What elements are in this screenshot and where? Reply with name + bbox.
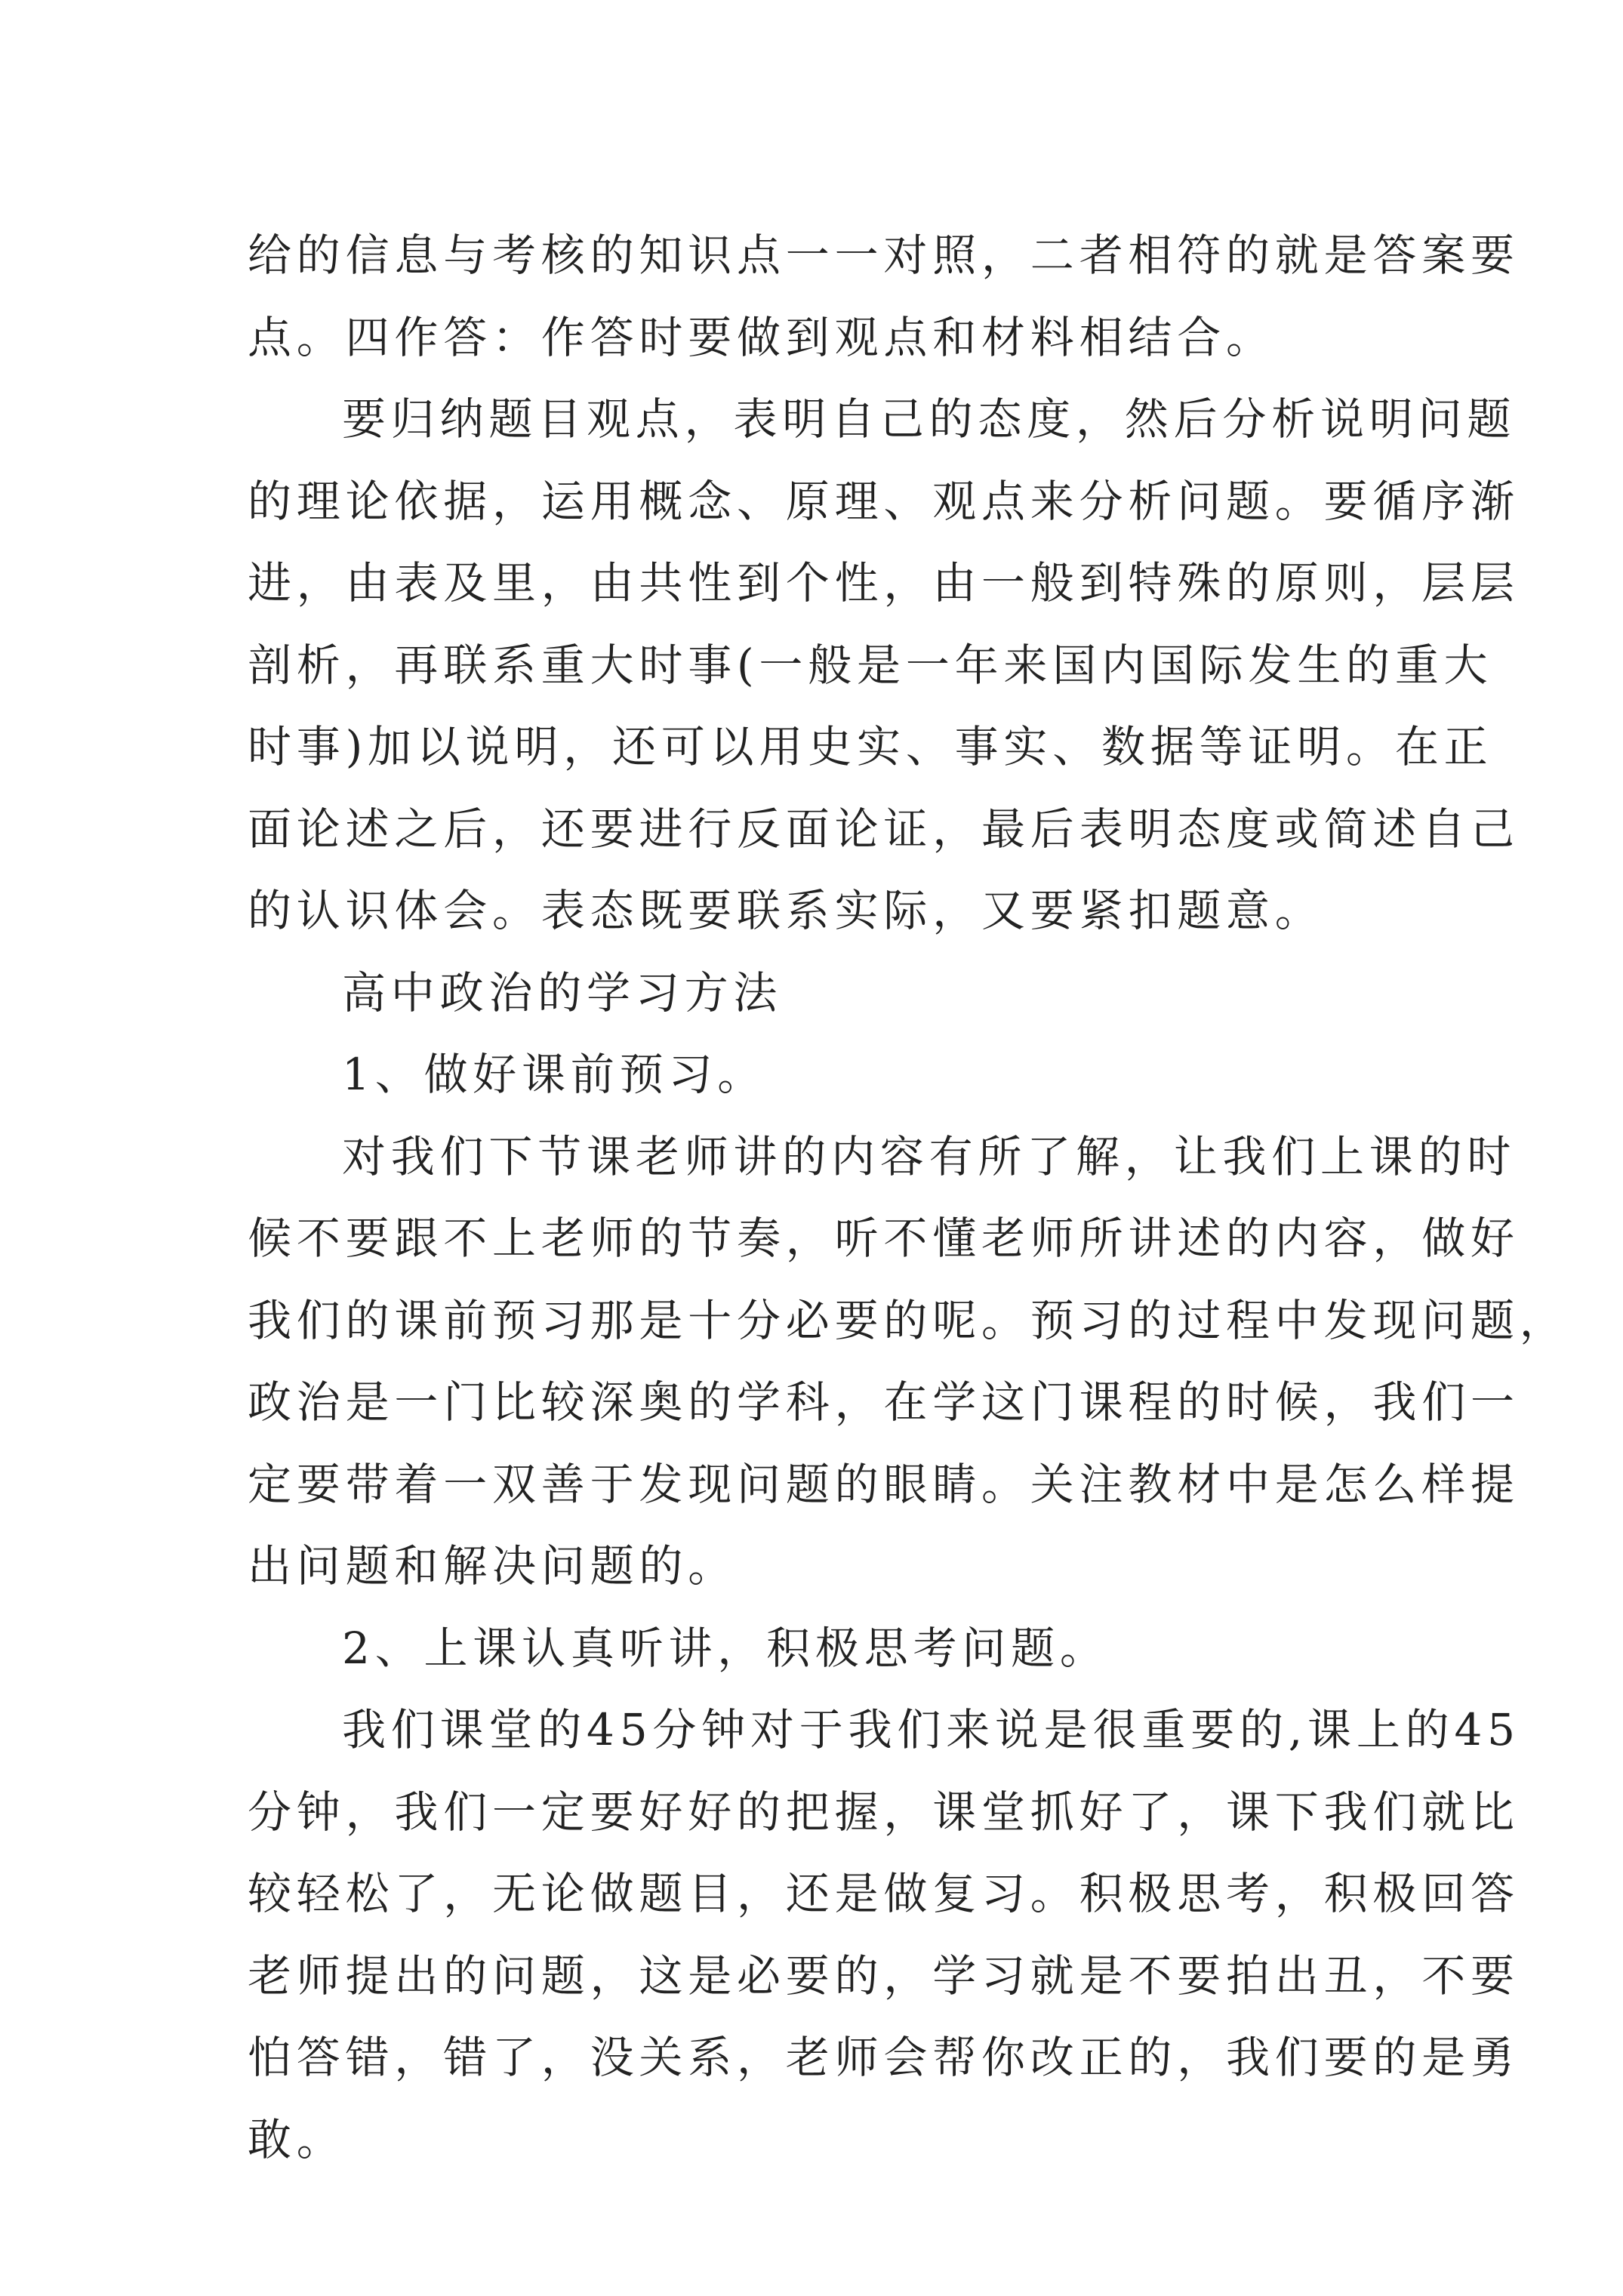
text-line: 我们的课前预习那是十分必要的呢。预习的过程中发现问题， [248, 1294, 1569, 1346]
paragraph-2 [248, 378, 1520, 952]
document-body [248, 214, 1569, 2180]
text-line: 点。四作答：作答时要做到观点和材料相结合。 [248, 311, 1275, 363]
text-line: 怕答错，错了，没关系，老师会帮你改正的，我们要的是勇 [248, 2032, 1520, 2083]
text-line: 面论述之后，还要进行反面论证，最后表明态度或简述自己 [248, 803, 1520, 855]
item-2-title [248, 1607, 1389, 1690]
text-line: 对我们下节课老师讲的内容有所了解，让我们上课的时 [342, 1130, 1517, 1182]
text-line: 的理论依据，运用概念、原理、观点来分析问题。要循序渐 [248, 475, 1520, 527]
section-heading [248, 952, 1389, 1034]
text-line: 的认识体会。表态既要联系实际，又要紧扣题意。 [248, 885, 1324, 936]
text-line: 要归纳题目观点，表明自己的态度，然后分析说明问题 [342, 393, 1517, 445]
text-line: 我们课堂的45分钟对于我们来说是很重要的,课上的45 [342, 1704, 1520, 1755]
paragraph-5 [248, 1116, 1569, 1607]
text-line: 敢。 [248, 2113, 346, 2165]
text-line: 分钟，我们一定要好好的把握，课堂抓好了，课下我们就比 [248, 1786, 1520, 1838]
text-line: 时事)加以说明，还可以用史实、事实、数据等证明。在正 [248, 721, 1493, 772]
text-line: 出问题和解决问题的。 [248, 1540, 738, 1592]
text-line: 1、做好课前预习。 [342, 1049, 767, 1100]
text-line: 给的信息与考核的知识点一一对照，二者相符的就是答案要 [248, 230, 1520, 281]
text-line: 剖析，再联系重大时事(一般是一年来国内国际发生的重大 [248, 639, 1493, 691]
text-line: 进，由表及里，由共性到个性，由一般到特殊的原则，层层 [248, 557, 1520, 609]
paragraph-7 [248, 1689, 1520, 2180]
paragraph-1 [248, 214, 1520, 378]
text-line: 较轻松了，无论做题目，还是做复习。积极思考，积极回答 [248, 1868, 1520, 1919]
text-line: 高中政治的学习方法 [342, 966, 783, 1019]
text-line: 定要带着一双善于发现问题的眼睛。关注教材中是怎么样提 [248, 1458, 1520, 1510]
text-line: 候不要跟不上老师的节奏，听不懂老师所讲述的内容，做好 [248, 1213, 1520, 1264]
text-line: 政治是一门比较深奥的学科，在学这门课程的时候，我们一 [248, 1376, 1520, 1428]
item-1-title [248, 1034, 1389, 1116]
text-line: 2、上课认真听讲，积极思考问题。 [342, 1622, 1109, 1674]
text-line: 老师提出的问题，这是必要的，学习就是不要拍出丑，不要 [248, 1949, 1520, 2002]
